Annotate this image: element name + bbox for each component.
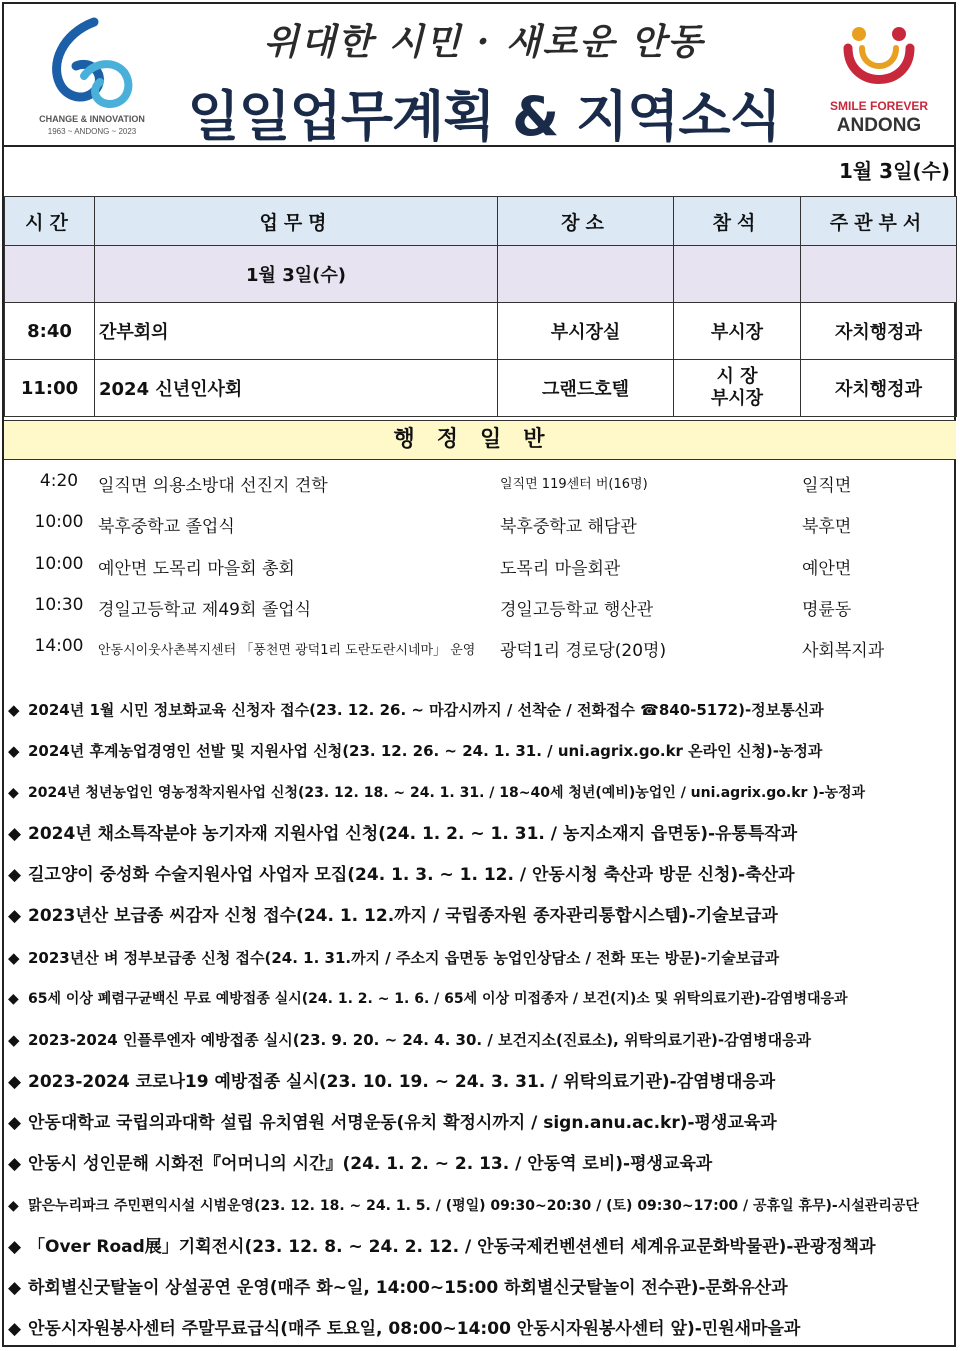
admin-place: 일직면 119센터 버(16명): [500, 477, 648, 492]
diamond-bullet-icon: ◆: [8, 1278, 22, 1299]
news-item: ◆ 65세 이상 폐렴구균백신 무료 예방접종 실시(24. 1. 2. ~ 1. 6. / 65세 이상 미접종자 / 보건(지)소 및 위탁의료기관)-감염병대응과: [4, 979, 956, 1020]
admin-dept: 사회복지과: [802, 641, 885, 662]
right-logo-line1: SMILE FOREVER: [829, 99, 929, 113]
diamond-bullet-icon: ◆: [8, 1071, 22, 1092]
news-item: ◆ 2024년 청년농업인 영농정착지원사업 신청(23. 12. 18. ~ 24. 1. 31. / 18~40세 청년(예비)농업인 / uni.agrix.go.kr )-농정과: [4, 773, 956, 814]
admin-name: 일직면 의용소방대 선진지 견학: [98, 476, 328, 496]
row-dept: 자치행정과: [801, 360, 957, 417]
news-item: ◆ 2023-2024 코로나19 예방접종 실시(23. 10. 19. ~ 24. 3. 31. / 위탁의료기관)-감염병대응과: [4, 1062, 956, 1103]
news-item: ◆ 「Over Road展」기획전시(23. 12. 8. ~ 24. 2. 12. / 안동국제컨벤션센터 세계유교문화박물관)-관광정책과: [4, 1227, 956, 1268]
list-item: [4, 545, 956, 586]
table-row: [5, 360, 957, 417]
diamond-bullet-icon: ◆: [8, 1031, 20, 1050]
left-logo-line1: CHANGE & INNOVATION: [39, 114, 145, 124]
admin-time: 10:00: [34, 512, 84, 533]
schedule-header-row: [5, 197, 957, 246]
row-attend: 부시장: [674, 303, 801, 360]
admin-name: 경일고등학교 제49회 졸업식: [98, 599, 312, 620]
col-time: 시간: [5, 197, 95, 246]
schedule-date: 1월 3일(수): [95, 246, 498, 303]
diamond-bullet-icon: ◆: [8, 701, 20, 719]
diamond-bullet-icon: ◆: [8, 1319, 22, 1340]
right-logo-line2: ANDONG: [836, 115, 922, 136]
news-item: ◆ 안동시자원봉사센터 주말무료급식(매주 토요일, 08:00~14:00 안동시자원봉사센터 앞)-민원새마을과: [4, 1309, 956, 1350]
news-item: ◆ 2023년산 보급종 씨감자 신청 접수(24. 1. 12.까지 / 국립종자원 종자관리통합시스템)-기술보급과: [4, 896, 956, 937]
row-dept: 자치행정과: [801, 303, 957, 360]
news-item: ◆ 하회별신굿탈놀이 상설공연 운영(매주 화~일, 14:00~15:00 하회별신굿탈놀이 전수관)-문화유산과: [4, 1268, 956, 1309]
list-item: [4, 586, 956, 627]
news-item: ◆ 2024년 후계농업경영인 선발 및 지원사업 신청(23. 12. 26. ~ 24. 1. 31. / uni.agrix.go.kr 온라인 신청)-농정과: [4, 731, 956, 772]
admin-dept: 일직면: [802, 476, 852, 496]
diamond-bullet-icon: ◆: [8, 991, 19, 1008]
admin-section-title: 행정일반: [4, 420, 956, 460]
news-item: ◆ 2024년 1월 시민 정보화교육 신청자 접수(23. 12. 26. ~ 마감시까지 / 선착순 / 전화접수 ☎840-5172)-정보통신과: [4, 690, 956, 731]
admin-place: 도목리 마을회관: [500, 558, 621, 579]
admin-time: 10:30: [34, 594, 84, 615]
news-item: ◆ 안동대학교 국립의과대학 설립 유치염원 서명운동(유치 확정시까지 / sign.anu.ac.kr)-평생교육과: [4, 1103, 956, 1144]
row-place: 부시장실: [498, 303, 674, 360]
diamond-bullet-icon: ◆: [8, 906, 22, 927]
news-item: ◆ 2023년산 벼 정부보급종 신청 접수(24. 1. 31.까지 / 주소지 읍면동 농업인상담소 / 전화 또는 방문)-기술보급과: [4, 938, 956, 979]
diamond-bullet-icon: ◆: [8, 1112, 22, 1133]
admin-time: 4:20: [39, 471, 79, 491]
schedule-table: [4, 196, 957, 417]
diamond-bullet-icon: ◆: [8, 742, 20, 761]
page-title: 일일업무계획 & 지역소식: [187, 85, 781, 148]
diamond-bullet-icon: ◆: [8, 784, 19, 801]
admin-dept: 북후면: [802, 517, 852, 538]
news-item: ◆ 길고양이 중성화 수술지원사업 사업자 모집(24. 1. 3. ~ 1. 12. / 안동시청 축산과 방문 신청)-축산과: [4, 855, 956, 896]
admin-place: 북후중학교 해담관: [500, 517, 637, 538]
row-place: 그랜드호텔: [498, 360, 674, 417]
admin-place: 경일고등학교 행산관: [500, 599, 654, 620]
header: [4, 4, 956, 147]
diamond-bullet-icon: ◆: [8, 1197, 19, 1214]
admin-name: 북후중학교 졸업식: [98, 517, 235, 538]
list-item: [4, 503, 956, 544]
row-name: 2024 신년인사회: [95, 360, 498, 417]
schedule-date-row: [5, 246, 957, 303]
col-place: 장소: [498, 197, 674, 246]
table-row: [5, 303, 957, 360]
col-dept: 주관부서: [801, 197, 957, 246]
row-attend: 시 장 부시장: [674, 360, 801, 417]
diamond-bullet-icon: ◆: [8, 1236, 22, 1257]
row-time: 8:40: [5, 303, 95, 360]
list-item: [4, 627, 956, 668]
row-name: 간부회의: [95, 303, 498, 360]
row-time: 11:00: [5, 360, 95, 417]
admin-time: 10:00: [34, 553, 84, 574]
news-list: [4, 690, 956, 1351]
news-item: ◆ 맑은누리파크 주민편익시설 시범운영(23. 12. 18. ~ 24. 1. 5. / (평일) 09:30~20:30 / (토) 09:30~17:00 / 공휴일 휴무)-시설관리공단: [4, 1186, 956, 1227]
diamond-bullet-icon: ◆: [8, 865, 22, 886]
diamond-bullet-icon: ◆: [8, 948, 20, 967]
diamond-bullet-icon: ◆: [8, 1154, 22, 1175]
news-item: ◆ 2023-2024 인플루엔자 예방접종 실시(23. 9. 20. ~ 24. 4. 30. / 보건지소(진료소), 위탁의료기관)-감염병대응과: [4, 1020, 956, 1061]
admin-name: 예안면 도목리 마을회 총회: [98, 558, 295, 579]
admin-time: 14:00: [34, 636, 84, 657]
report-date: 1월 3일(수): [838, 159, 950, 183]
left-logo-line2: 1963 ~ ANDONG ~ 2023: [47, 127, 137, 136]
slogan: 위대한 시민 · 새로운 안동: [263, 21, 705, 63]
admin-name: 안동시이웃사촌복지센터 「풍천면 광덕1리 도란도란시네마」 운영: [98, 643, 476, 659]
admin-dept: 명륜동: [802, 599, 852, 620]
col-name: 업무명: [95, 197, 498, 246]
news-item: ◆ 2024년 채소특작분야 농기자재 지원사업 신청(24. 1. 2. ~ 1. 31. / 농지소재지 읍면동)-유통특작과: [4, 814, 956, 855]
list-item: [4, 462, 956, 503]
diamond-bullet-icon: ◆: [8, 823, 22, 844]
news-item: ◆ 안동시 성인문해 시화전『어머니의 시간』(24. 1. 2. ~ 2. 13. / 안동역 로비)-평생교육과: [4, 1144, 956, 1185]
admin-place: 광덕1리 경로당(20명): [500, 641, 667, 662]
admin-dept: 예안면: [802, 558, 852, 579]
smile-andong-logo-icon: [814, 14, 944, 139]
col-attend: 참석: [674, 197, 801, 246]
admin-list: [4, 462, 956, 668]
andong-60th-logo-icon: [32, 14, 152, 139]
